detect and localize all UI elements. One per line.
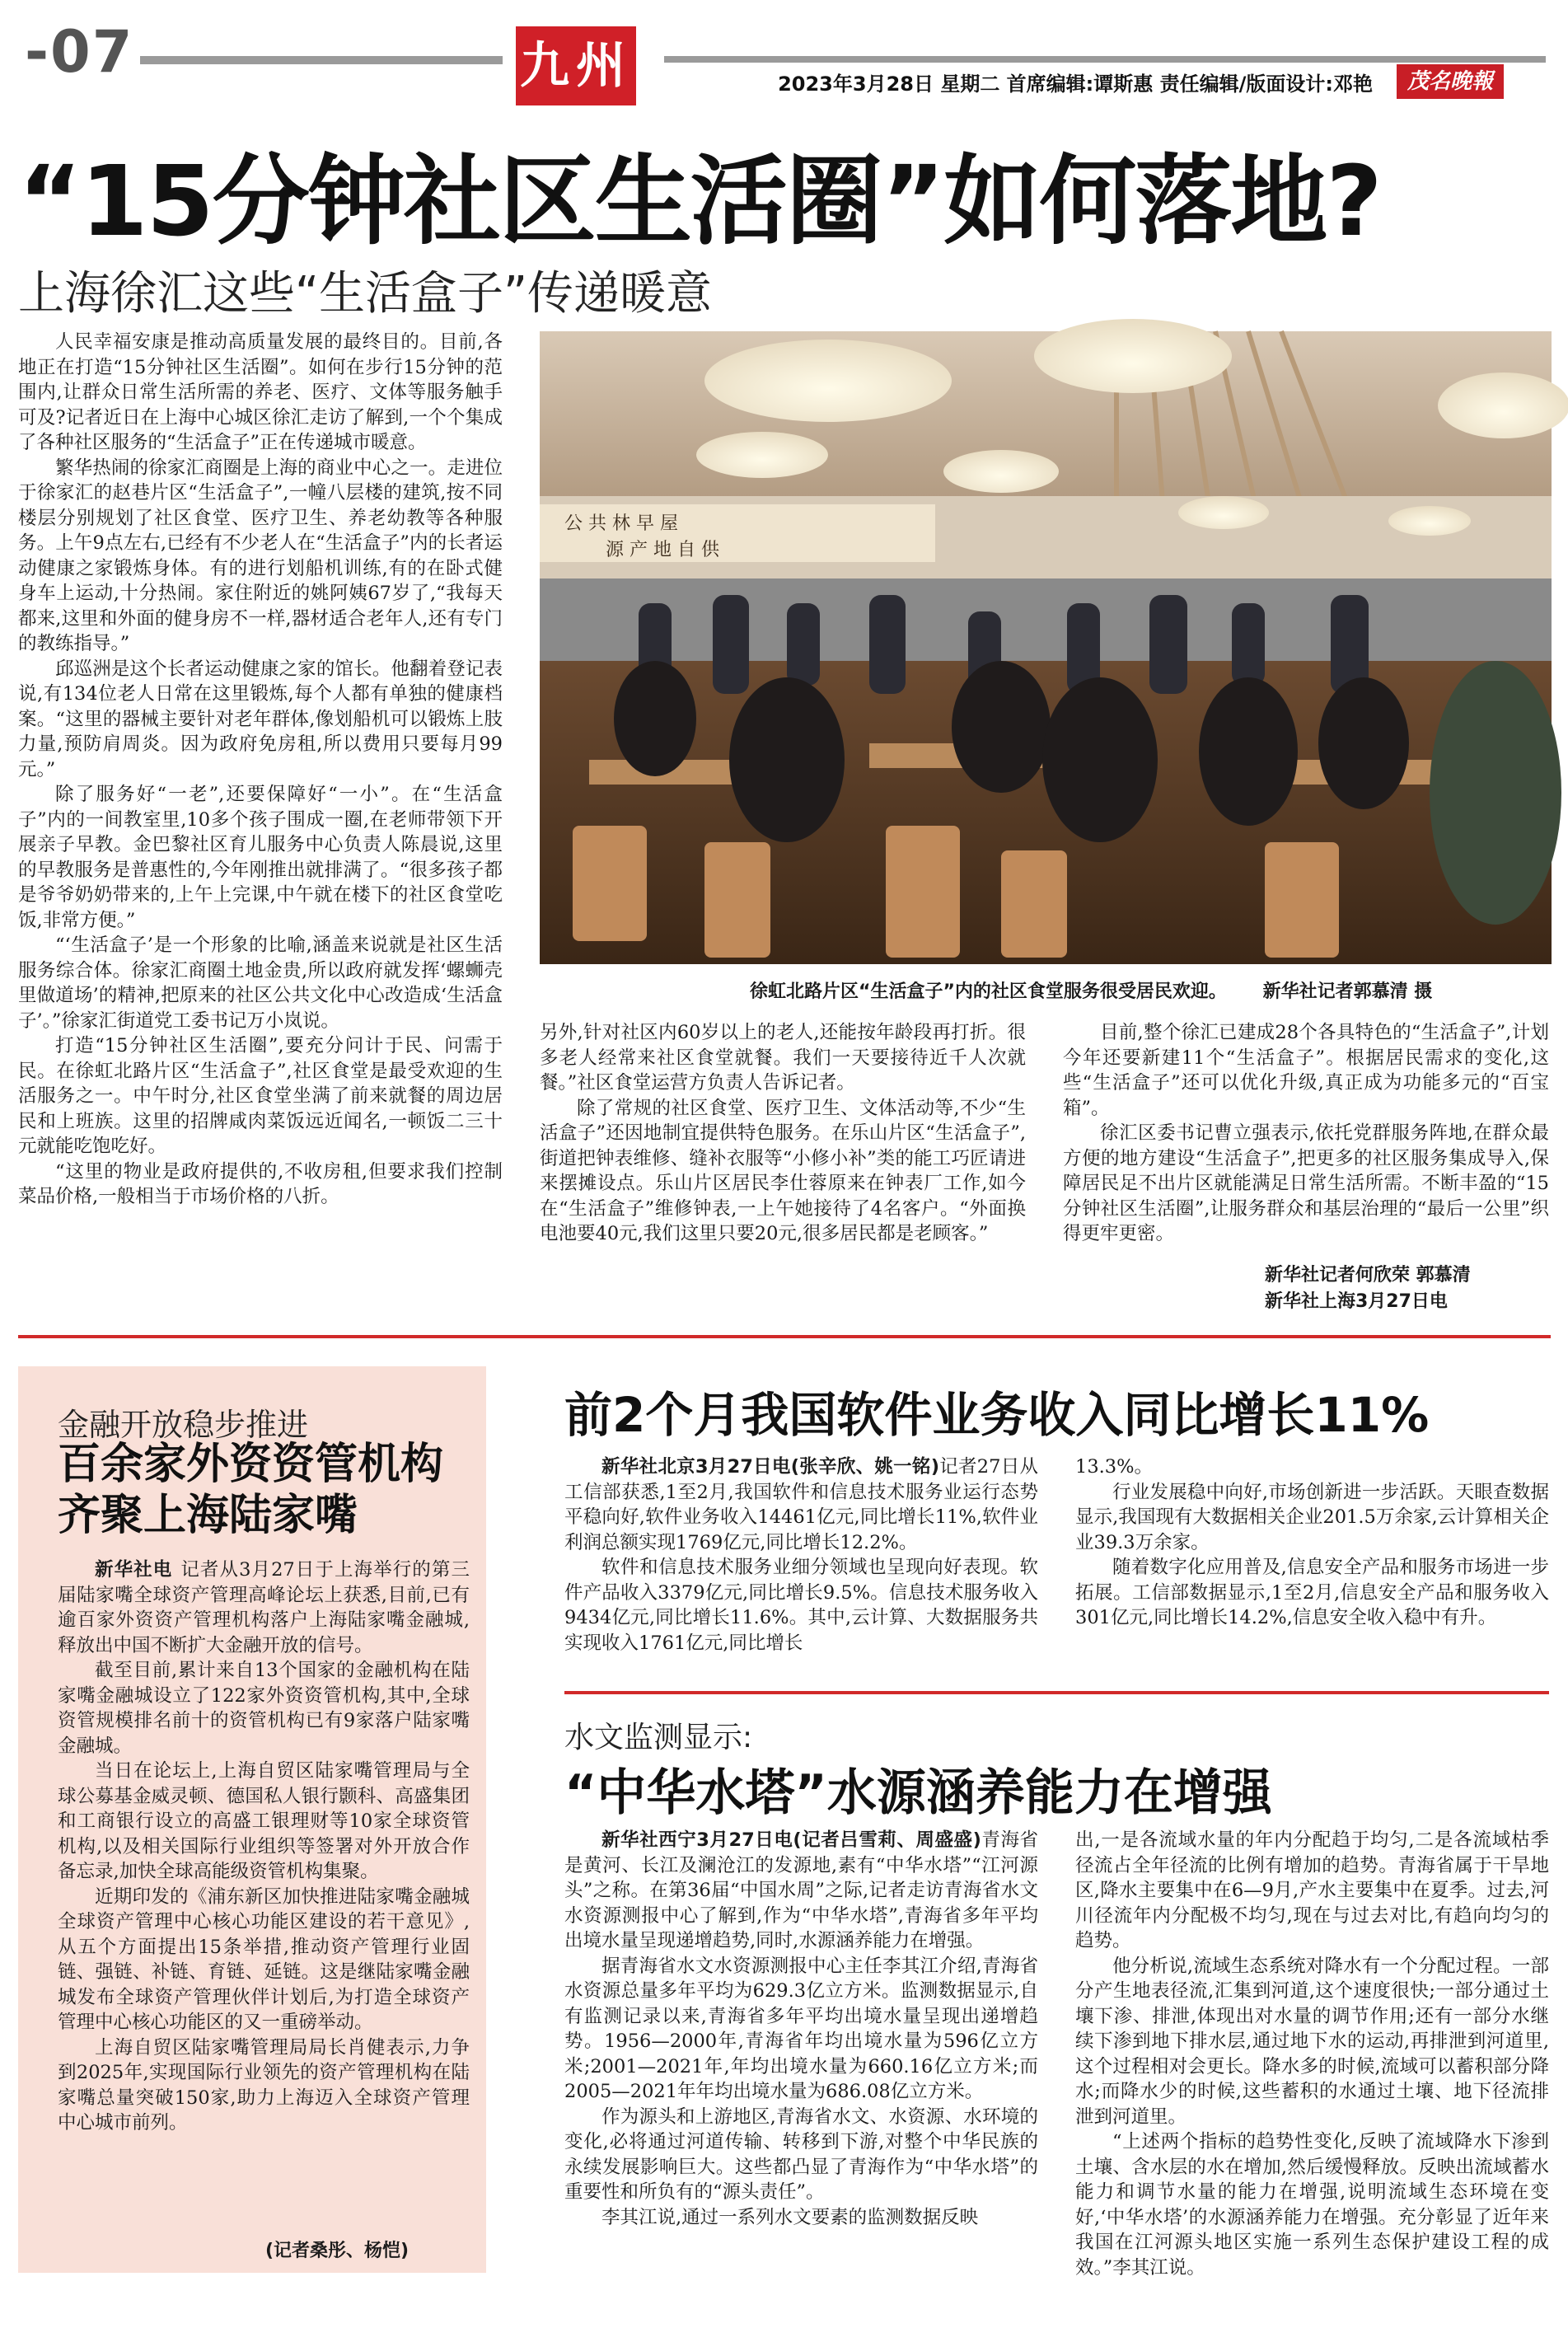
paragraph: 除了服务好“一老”,还要保障好“一小”。在“生活盒子”内的一间教室里,10多个孩子围成一圈,在老师带领下开展亲子早教。金巴黎社区育儿服务中心负责人陈晨说,这里的早教服务是普惠性的,今年刚推出就排满了。“很多孩子都是爷爷奶奶带来的,上午上完课,中午就在楼下的社区食堂吃饭,非常方便。” [18,784,503,931]
photo-sign-text: 公 共 林 早 屋 [564,513,678,534]
paragraph: 繁华热闹的徐家汇商圈是上海的商业中心之一。走进位于徐家汇的赵巷片区“生活盒子”,一幢八层楼的建筑,按不同楼层分别规划了社区食堂、医疗卫生、养老幼教等各种服务。上午9点左右,已经有不少老人在“生活盒子”内的长者运动健康之家锻炼身体。有的进行划船机训练,有的在卧式健身车上运动,十分热闹。家住附近的姚阿姨67岁了,“我每天都来,这里和外面的健身房不一样,器材适合老年人,还有专门的教练指导。” [18,457,503,654]
paragraph: 软件和信息技术服务业细分领域也呈现向好表现。软件产品收入3379亿元,同比增长9.5%。信息技术服务收入9434亿元,同比增长11.6%。其中,云计算、大数据服务共实现收入1761亿元,同比增长 [564,1557,1038,1654]
paragraph: 目前,整个徐汇已建成28个各具特色的“生活盒子”,计划今年还要新建11个“生活盒子”。根据居民需求的变化,这些“生活盒子”还可以优化升级,真正成为功能多元的“百宝箱”。 [1063,1022,1549,1119]
paragraph: 13.3%。 [1075,1456,1153,1478]
canteen-photo [540,331,1552,964]
photo-caption-text: 徐虹北路片区“生活盒子”内的社区食堂服务很受居民欢迎。 [750,981,1227,1002]
paragraph: 上海自贸区陆家嘴管理局局长肖健表示,力争到2025年,实现国际行业领先的资产管理机构在陆家嘴总量突破150家,助力上海迈入全球资产管理中心城市前列。 [58,2036,470,2134]
sidebar-story [18,1366,486,2273]
lead-column-2 [540,1020,1026,1317]
water-lead: 新华社西宁3月27日电(记者吕雪莉、周盛盛) [601,1829,981,1851]
lead-headline: “15分钟社区生活圈”如何落地? [18,144,1381,258]
page-number: -07 [25,18,134,86]
paragraph: 作为源头和上游地区,青海省水文、水资源、水环境的变化,必将通过河道传输、转移到下游,对整个中华民族的永续发展影响巨大。这些都凸显了青海作为“中华水塔”的重要性和所负有的“源头责任”。 [564,2106,1038,2203]
section-divider [18,1335,1551,1338]
paragraph: 出,一是各流域水量的年内分配趋于均匀,二是各流域枯季径流占全年径流的比例有增加的趋势。青海省属于干旱地区,降水主要集中在6—9月,产水主要集中在夏季。过去,河川径流年内分配极不均匀,现在与过去对比,有趋向均匀的趋势。 [1075,1829,1549,1951]
canteen-photo-illustration [540,331,1552,964]
paragraph: 近期印发的《浦东新区加快推进陆家嘴金融城全球资产管理中心核心功能区建设的若干意见》,从五个方面提出15条举措,推动资产管理行业固链、强链、补链、育链、延链。这是继陆家嘴金融城发布全球资产管理伙伴计划后,为打造全球资产管理中心核心功能区的又一重磅举动。 [58,1885,470,2033]
paragraph: 邱巡洲是这个长者运动健康之家的馆长。他翻着登记表说,有134位老人日常在这里锻炼,每个人都有单独的健康档案。“这里的器械主要针对老年群体,像划船机可以锻炼上肢力量,预防肩周炎。因为政府免房租,所以费用只要每月99元。” [18,658,503,780]
paragraph: 截至目前,累计来自13个国家的金融机构在陆家嘴金融城设立了122家外资资管机构,其中,全球资管规模排名前十的资管机构已有9家落户陆家嘴金融城。 [58,1660,470,1757]
section-name: 九州 [516,26,636,105]
paragraph: “‘生活盒子’是一个形象的比喻,涵盖来说就是社区生活服务综合体。徐家汇商圈土地金贵,所以政府就发挥‘螺蛳壳里做道场’的精神,把原来的社区公共文化中心改造成‘生活盒子’。”徐家汇街道党工委书记万小岚说。 [18,934,503,1032]
paragraph: “上述两个指标的趋势性变化,反映了流域降水下渗到土壤、含水层的水在增加,然后缓慢释放。反映出流域蓄水能力和调节水量的能力在增强,说明流域生态环境在变好,‘中华水塔’的水源涵养能力在增强。充分彰显了近年来我国在江河源头地区实施一系列生态保护建设工程的成效。”李其江说。 [1075,2131,1549,2279]
paragraph: 青海省是黄河、长江及澜沧江的发源地,素有“中华水塔”“江河源头”之称。在第36届“中国水周”之际,记者走访青海省水文水资源测报中心了解到,作为“中华水塔”,青海省多年平均出境水量呈现递增趋势,同时,水源涵养能力在增强。 [564,1829,1038,1951]
photo-caption [750,977,1541,1003]
sidebar-headline-1: 百余家外资资管机构 [58,1440,444,1489]
paragraph: 据青海省水文水资源测报中心主任李其江介绍,青海省水资源总量多年平均为629.3亿立方米。监测数据显示,自有监测记录以来,青海省多年平均出境水量呈现出递增趋势。1956—2000年,青海省年均出境水量为596亿立方米;2001—2021年,年均出境水量为660.16亿立方米;而2005—2021年年均出境水量为686.08亿立方米。 [564,1955,1038,2102]
water-column-2 [1075,1828,1549,2314]
sidebar-headline-2: 齐聚上海陆家嘴 [58,1491,358,1540]
paragraph: 当日在论坛上,上海自贸区陆家嘴管理局与全球公募基金威灵顿、德国私人银行颢科、高盛集团和工商银行设立的高盛工银理财等10家全球资管机构,以及相关国际行业组织等签署对外开放合作备忘录,加快全球高能级资管机构集聚。 [58,1760,470,1882]
software-lead: 新华社北京3月27日电(张辛欣、姚一铭) [601,1456,939,1478]
lead-subheadline: 上海徐汇这些“生活盒子”传递暖意 [18,267,713,321]
paper-logo: 茂名晚報 [1397,64,1504,99]
lead-column-3 [1063,1020,1549,1244]
paragraph: 记者27日从工信部获悉,1至2月,我国软件和信息技术服务业运行态势平稳向好,软件业务收入14461亿元,同比增长11%,软件业利润总额实现1769亿元,同比增长12.2%。 [564,1456,1038,1553]
dateline: 2023年3月28日 星期二 首席编辑:谭斯惠 责任编辑/版面设计:邓艳 [778,73,1373,96]
paragraph: 人民幸福安康是推动高质量发展的最终目的。目前,各地正在打造“15分钟社区生活圈”。如何在步行15分钟的范围内,让群众日常生活所需的养老、医疗、文体等服务触手可及?记者近日在上海中心城区徐汇走访了解到,一个个集成了各种社区服务的“生活盒子”正在传递城市暖意。 [18,331,503,453]
sidebar-byline: (记者桑彤、杨恺) [265,2241,410,2261]
header-rule-left [140,56,503,64]
paragraph: 另外,针对社区内60岁以上的老人,还能按年龄段再打折。很多老人经常来社区食堂就餐。我们一天要接待近千人次就餐。”社区食堂运营方负责人告诉记者。 [540,1022,1026,1094]
photo-credit: 新华社记者郭慕清 摄 [1262,981,1433,1002]
paragraph: 李其江说,通过一系列水文要素的监测数据反映 [601,2206,979,2228]
paragraph: 除了常规的社区食堂、医疗卫生、文体活动等,不少“生活盒子”还因地制宜提供特色服务。在乐山片区“生活盒子”,街道把钟表维修、缝补衣服等“小修小补”类的能工巧匠请进来摆摊设点。乐山片区居民李仕蓉原来在钟表厂工作,如今在“生活盒子”维修钟表,一上午她接待了4名客户。“外面换电池要40元,我们这里只要20元,很多居民都是老顾客。” [540,1097,1026,1244]
software-column-2 [1075,1454,1549,1669]
sidebar-lead: 新华社电 [95,1559,173,1581]
paragraph: 随着数字化应用普及,信息安全产品和服务市场进一步拓展。工信部数据显示,1至2月,信息安全产品和服务收入301亿元,同比增长14.2%,信息安全收入稳中有升。 [1075,1557,1549,1628]
paragraph: 记者从3月27日于上海举行的第三届陆家嘴全球资产管理高峰论坛上获悉,目前,已有逾百家外资资产管理机构落户上海陆家嘴金融城,释放出中国不断扩大金融开放的信号。 [58,1559,470,1656]
sidebar-kicker: 金融开放稳步推进 [58,1407,309,1443]
lead-dateline: 新华社上海3月27日电 [1265,1291,1448,1312]
header-rule-right [664,56,1546,63]
paragraph: 他分析说,流域生态系统对降水有一个分配过程。一部分产生地表径流,汇集到河道,这个速度很快;一部分通过土壤下渗、排泄,体现出对水量的调节作用;还有一部分水继续下渗到地下排水层,通过地下水的运动,再排泄到河道里,这个过程相对会更长。降水多的时候,流域可以蓄积部分降水;而降水少的时候,这些蓄积的水通过土壤、地下径流排泄到河道里。 [1075,1955,1549,2128]
water-column-1 [564,1828,1038,2314]
lead-byline: 新华社记者何欣荣 郭慕清 [1265,1265,1471,1286]
photo-sign-text: 源 产 地 自 供 [606,540,719,560]
water-kicker: 水文监测显示: [564,1721,753,1754]
paragraph: 行业发展稳中向好,市场创新进一步活跃。天眼查数据显示,我国现有大数据相关企业201.5万余家,云计算相关企业39.3万余家。 [1075,1481,1549,1553]
section-divider [564,1691,1549,1694]
paragraph: 打造“15分钟社区生活圈”,要充分问计于民、问需于民。在徐虹北路片区“生活盒子”,社区食堂是最受欢迎的生活服务之一。中午时分,社区食堂坐满了前来就餐的周边居民和上班族。这里的招牌咸肉菜饭远近闻名,一顿饭二三十元就能吃饱吃好。 [18,1035,503,1157]
paragraph: 徐汇区委书记曹立强表示,依托党群服务阵地,在群众最方便的地方建设“生活盒子”,把更多的社区服务集成导入,保障居民足不出片区就能满足日常生活所需。不断丰盈的“15分钟社区生活圈”,让服务群众和基层治理的“最后一公里”织得更牢更密。 [1063,1122,1549,1244]
software-column-1 [564,1454,1038,1669]
sidebar-body [58,1557,470,2241]
water-headline: “中华水塔”水源涵养能力在增强 [564,1764,1272,1822]
paragraph: “这里的物业是政府提供的,不收房租,但要求我们控制菜品价格,一般相当于市场价格的八折。 [18,1160,503,1207]
lead-column-1 [18,330,503,1310]
software-headline: 前2个月我国软件业务收入同比增长11% [564,1387,1430,1443]
